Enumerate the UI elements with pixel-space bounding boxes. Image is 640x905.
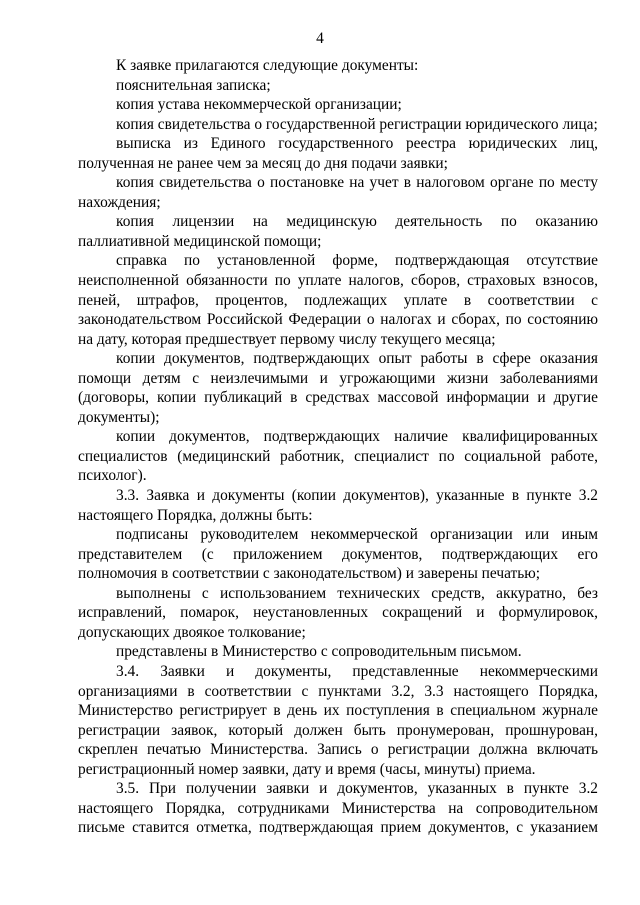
paragraph: К заявке прилагаются следующие документы: — [116, 57, 419, 74]
paragraph: выполнены с использованием технических средств, аккуратно, без исправлений, помарок, неустановленных сокращений и формулировок, допускающих двоякое толкование; — [78, 584, 598, 641]
paragraph: копия свидетельства о постановке на учет в налоговом органе по месту нахождения; — [78, 174, 598, 211]
document-body — [78, 56, 598, 838]
paragraph: 3.5. При получении заявки и документов, указанных в пункте 3.2 настоящего Порядка, сотрудниками Министерства на сопроводительном письме ставится отметка, подтверждающая прием документов, с указанием — [78, 780, 598, 837]
paragraph: выписка из Единого государственного реестра юридических лиц, полученная не ранее чем за месяц до дня подачи заявки; — [78, 135, 598, 172]
paragraph: копии документов, подтверждающих наличие квалифицированных специалистов (медицинский работник, специалист по социальной работе, психолог). — [78, 428, 598, 485]
paragraph: 3.3. Заявка и документы (копии документов), указанные в пункте 3.2 настоящего Порядка, должны быть: — [78, 487, 598, 524]
paragraph: копия лицензии на медицинскую деятельность по оказанию паллиативной медицинской помощи; — [78, 213, 598, 250]
paragraph: пояснительная записка; — [116, 76, 271, 94]
page-number: 4 — [316, 30, 324, 47]
paragraph: копии документов, подтверждающих опыт работы в сфере оказания помощи детям с неизлечимыми и угрожающими жизни заболеваниями (договоры, копии публикаций в средствах массовой информации и другие документы); — [78, 350, 598, 426]
paragraph: копия свидетельства о государственной регистрации юридического лица; — [116, 115, 598, 133]
paragraph: 3.4. Заявки и документы, представленные некоммерческими организациями в соответствии с пунктами 3.2, 3.3 настоящего Порядка, Министерство регистрирует в день их поступления в специальном журнале регистрации заявок, который должен быть пронумерован, прошнурован, скреплен печатью Министерства. Запись о регистрации должна включать регистрационный номер заявки, дату и время (часы, минуты) приема. — [78, 662, 598, 778]
paragraph: подписаны руководителем некоммерческой организации или иным представителем (с приложением документов, подтверждающих его полномочия в соответствии с законодательством) и заверены печатью; — [78, 526, 598, 583]
paragraph: копия устава некоммерческой организации; — [116, 96, 402, 114]
paragraph: справка по установленной форме, подтверждающая отсутствие неисполненной обязанности по уплате налогов, сборов, страховых взносов, пеней, штрафов, процентов, подлежащих уплате в соответствии с законодательством Российской Федерации о налогах и сборах, по состоянию на дату, которая предшествует первому числу текущего месяца; — [78, 252, 598, 348]
paragraph: представлены в Министерство с сопроводительным письмом. — [116, 643, 522, 661]
